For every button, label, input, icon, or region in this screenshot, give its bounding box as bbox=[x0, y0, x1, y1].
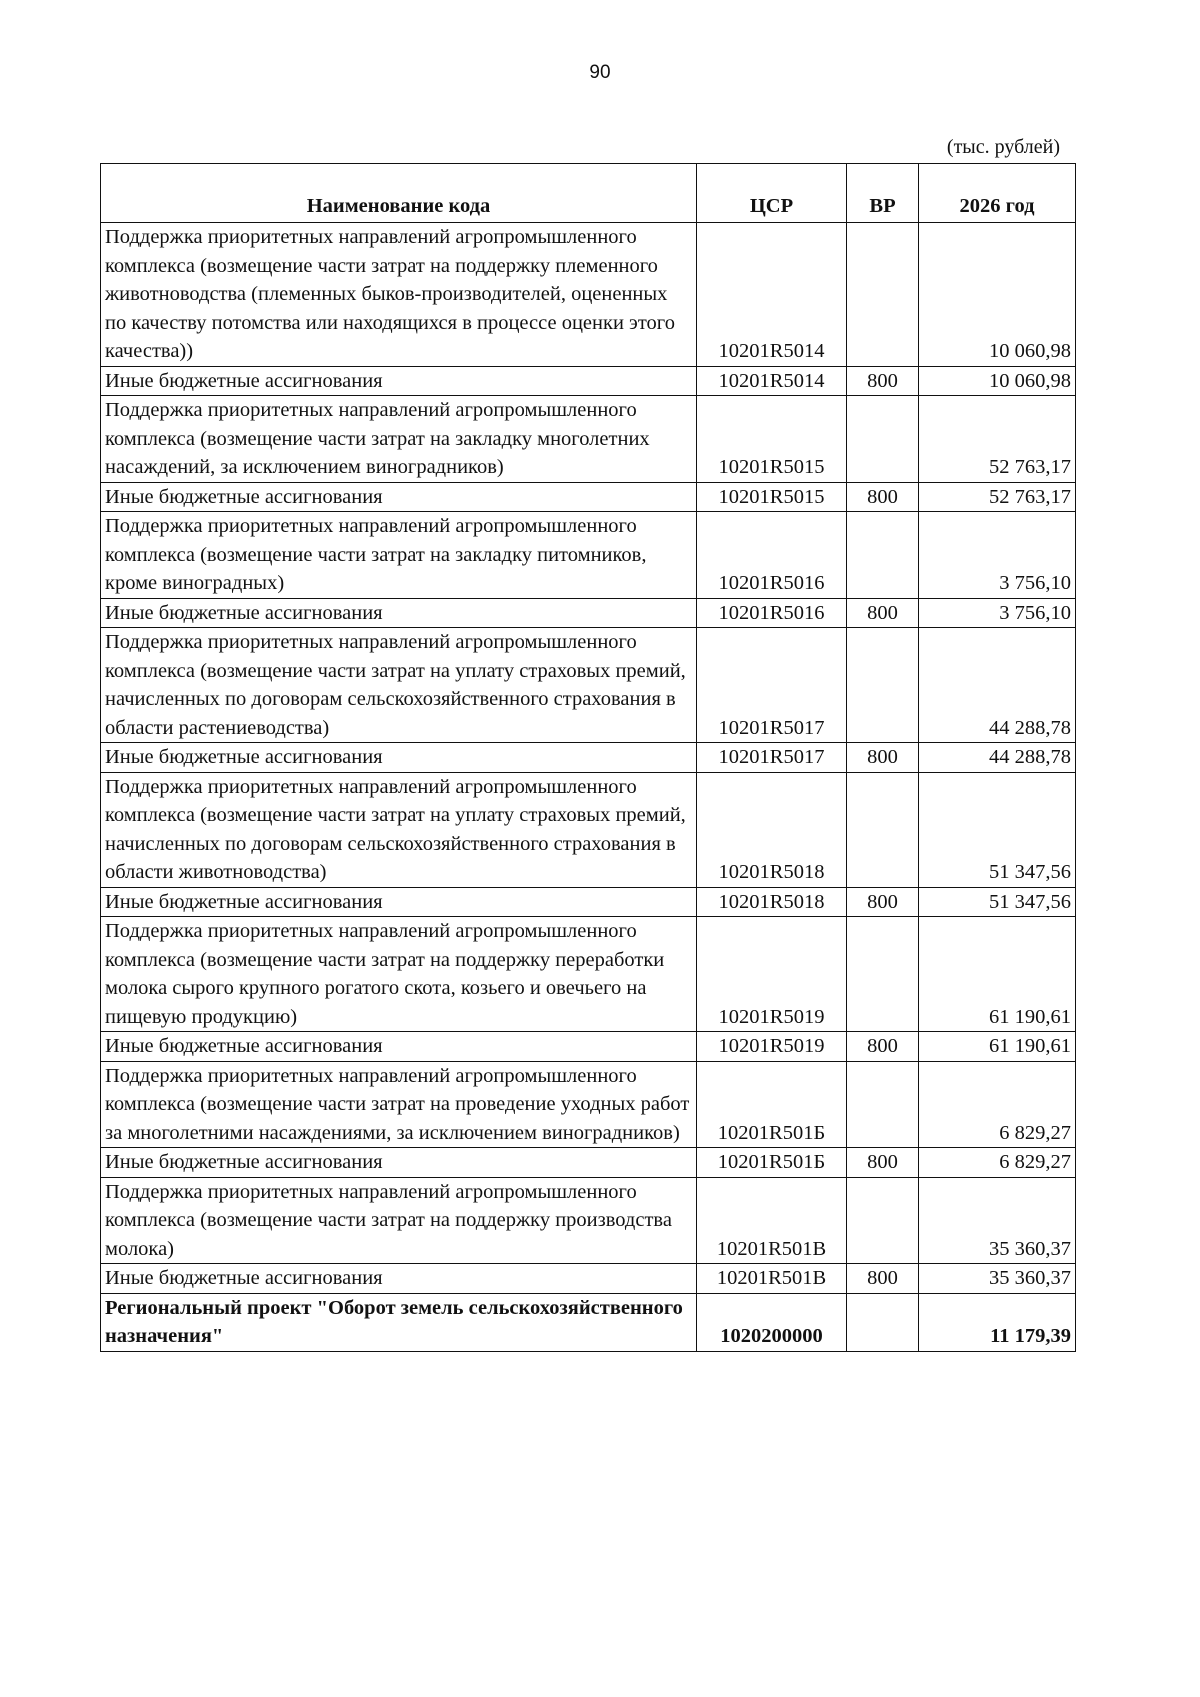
vr-cell: 800 bbox=[847, 743, 919, 773]
units-label: (тыс. рублей) bbox=[946, 136, 1060, 158]
csr-cell: 1020200000 bbox=[697, 1293, 847, 1351]
table-row bbox=[101, 366, 1076, 396]
vr-cell: 800 bbox=[847, 598, 919, 628]
table-row bbox=[101, 743, 1076, 773]
vr-cell: 800 bbox=[847, 887, 919, 917]
amount-cell: 35 360,37 bbox=[919, 1264, 1076, 1294]
vr-cell bbox=[847, 512, 919, 599]
csr-cell: 10201R5014 bbox=[697, 366, 847, 396]
table-row bbox=[101, 1264, 1076, 1294]
name-cell: Поддержка приоритетных направлений агропромышленного комплекса (возмещение части затрат на закладку многолетних насаждений, за исключением виноградников) bbox=[101, 396, 697, 483]
vr-cell: 800 bbox=[847, 366, 919, 396]
table-row bbox=[101, 396, 1076, 483]
name-cell: Поддержка приоритетных направлений агропромышленного комплекса (возмещение части затрат на поддержку племенного животноводства (племенных быков-производителей, оцененных по качеству потомства или находящихся в процессе оценки этого качества)) bbox=[101, 223, 697, 367]
table-row bbox=[101, 482, 1076, 512]
vr-cell bbox=[847, 917, 919, 1032]
table-row bbox=[101, 772, 1076, 887]
amount-cell: 52 763,17 bbox=[919, 482, 1076, 512]
name-cell: Иные бюджетные ассигнования bbox=[101, 1264, 697, 1294]
amount-cell: 44 288,78 bbox=[919, 628, 1076, 743]
page-number: 90 bbox=[589, 62, 611, 83]
table-body bbox=[101, 223, 1076, 1352]
vr-cell bbox=[847, 628, 919, 743]
csr-cell: 10201R5017 bbox=[697, 628, 847, 743]
table-row bbox=[101, 917, 1076, 1032]
header-csr: ЦСР bbox=[697, 164, 847, 223]
csr-cell: 10201R5018 bbox=[697, 887, 847, 917]
vr-cell bbox=[847, 772, 919, 887]
table-row bbox=[101, 223, 1076, 367]
amount-cell: 52 763,17 bbox=[919, 396, 1076, 483]
csr-cell: 10201R5019 bbox=[697, 1032, 847, 1062]
table-row bbox=[101, 628, 1076, 743]
amount-cell: 51 347,56 bbox=[919, 887, 1076, 917]
name-cell: Поддержка приоритетных направлений агропромышленного комплекса (возмещение части затрат на закладку питомников, кроме виноградных) bbox=[101, 512, 697, 599]
table-row bbox=[101, 887, 1076, 917]
name-cell: Поддержка приоритетных направлений агропромышленного комплекса (возмещение части затрат на уплату страховых премий, начисленных по договорам сельскохозяйственного страхования в области растениеводства) bbox=[101, 628, 697, 743]
name-cell: Поддержка приоритетных направлений агропромышленного комплекса (возмещение части затрат на уплату страховых премий, начисленных по договорам сельскохозяйственного страхования в области животноводства) bbox=[101, 772, 697, 887]
name-cell: Иные бюджетные ассигнования bbox=[101, 887, 697, 917]
table-row bbox=[101, 1148, 1076, 1178]
amount-cell: 11 179,39 bbox=[919, 1293, 1076, 1351]
table-row bbox=[101, 1061, 1076, 1148]
header-year: 2026 год bbox=[919, 164, 1076, 223]
table-row bbox=[101, 1032, 1076, 1062]
amount-cell: 6 829,27 bbox=[919, 1148, 1076, 1178]
name-cell: Иные бюджетные ассигнования bbox=[101, 598, 697, 628]
vr-cell bbox=[847, 1061, 919, 1148]
name-cell: Поддержка приоритетных направлений агропромышленного комплекса (возмещение части затрат на проведение уходных работ за многолетними насаждениями, за исключением виноградников) bbox=[101, 1061, 697, 1148]
name-cell: Поддержка приоритетных направлений агропромышленного комплекса (возмещение части затрат на поддержку производства молока) bbox=[101, 1177, 697, 1264]
name-cell: Иные бюджетные ассигнования bbox=[101, 1032, 697, 1062]
amount-cell: 61 190,61 bbox=[919, 1032, 1076, 1062]
table-row bbox=[101, 512, 1076, 599]
vr-cell bbox=[847, 223, 919, 367]
amount-cell: 10 060,98 bbox=[919, 223, 1076, 367]
vr-cell: 800 bbox=[847, 1148, 919, 1178]
csr-cell: 10201R501Б bbox=[697, 1148, 847, 1178]
csr-cell: 10201R501В bbox=[697, 1177, 847, 1264]
csr-cell: 10201R5017 bbox=[697, 743, 847, 773]
header-name: Наименование кода bbox=[101, 164, 697, 223]
vr-cell: 800 bbox=[847, 482, 919, 512]
csr-cell: 10201R5015 bbox=[697, 482, 847, 512]
budget-table bbox=[100, 163, 1076, 1352]
vr-cell bbox=[847, 396, 919, 483]
amount-cell: 51 347,56 bbox=[919, 772, 1076, 887]
name-cell: Поддержка приоритетных направлений агропромышленного комплекса (возмещение части затрат на поддержку переработки молока сырого крупного рогатого скота, козьего и овечьего на пищевую продукцию) bbox=[101, 917, 697, 1032]
table-row bbox=[101, 1177, 1076, 1264]
csr-cell: 10201R5016 bbox=[697, 598, 847, 628]
csr-cell: 10201R5014 bbox=[697, 223, 847, 367]
csr-cell: 10201R5016 bbox=[697, 512, 847, 599]
amount-cell: 10 060,98 bbox=[919, 366, 1076, 396]
name-cell: Иные бюджетные ассигнования bbox=[101, 366, 697, 396]
amount-cell: 35 360,37 bbox=[919, 1177, 1076, 1264]
name-cell: Иные бюджетные ассигнования bbox=[101, 743, 697, 773]
name-cell: Иные бюджетные ассигнования bbox=[101, 1148, 697, 1178]
amount-cell: 6 829,27 bbox=[919, 1061, 1076, 1148]
amount-cell: 44 288,78 bbox=[919, 743, 1076, 773]
vr-cell: 800 bbox=[847, 1032, 919, 1062]
table-row bbox=[101, 1293, 1076, 1351]
header-vr: ВР bbox=[847, 164, 919, 223]
table-row bbox=[101, 598, 1076, 628]
table-header-row bbox=[101, 164, 1076, 223]
amount-cell: 61 190,61 bbox=[919, 917, 1076, 1032]
amount-cell: 3 756,10 bbox=[919, 598, 1076, 628]
amount-cell: 3 756,10 bbox=[919, 512, 1076, 599]
csr-cell: 10201R5015 bbox=[697, 396, 847, 483]
csr-cell: 10201R5019 bbox=[697, 917, 847, 1032]
csr-cell: 10201R501Б bbox=[697, 1061, 847, 1148]
csr-cell: 10201R5018 bbox=[697, 772, 847, 887]
vr-cell: 800 bbox=[847, 1264, 919, 1294]
name-cell: Иные бюджетные ассигнования bbox=[101, 482, 697, 512]
vr-cell bbox=[847, 1177, 919, 1264]
name-cell: Региональный проект "Оборот земель сельскохозяйственного назначения" bbox=[101, 1293, 697, 1351]
csr-cell: 10201R501В bbox=[697, 1264, 847, 1294]
vr-cell bbox=[847, 1293, 919, 1351]
